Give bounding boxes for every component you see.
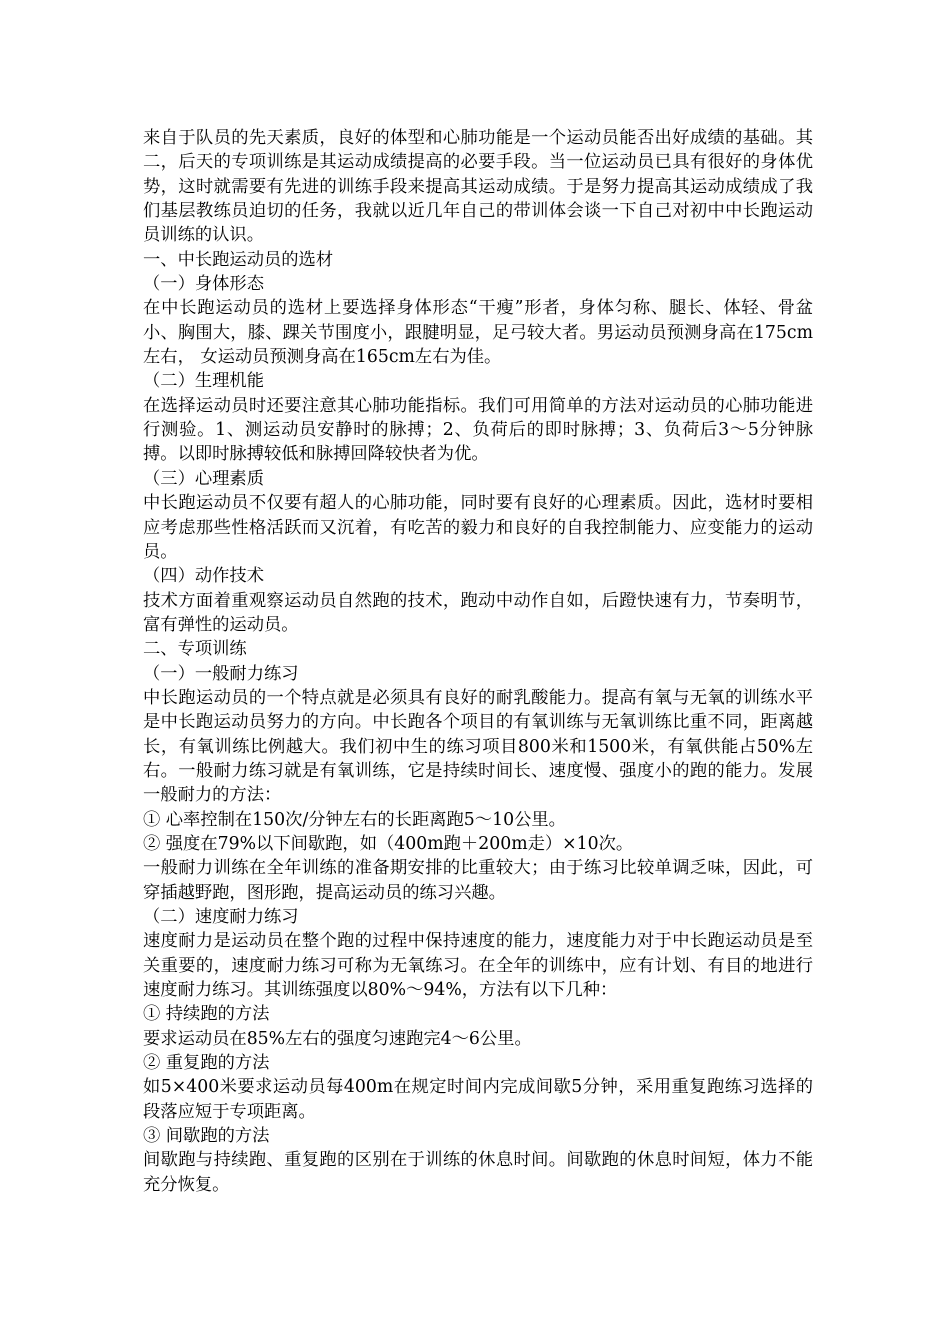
section-heading-training: 二、专项训练 xyxy=(143,639,247,660)
paragraph-general-endurance-notes: 一般耐力训练在全年训练的准备期安排的比重较大；由于练习比较单调乏味，因此，可穿插越野跑，图形跑，提高运动员的练习兴趣。 xyxy=(143,858,813,903)
paragraph-technique: 技术方面着重观察运动员自然跑的技术，跑动中动作自如，后蹬快速有力，节奏明节，富有弹性的运动员。 xyxy=(143,590,813,635)
subheading-body-shape: （一）身体形态 xyxy=(143,274,264,295)
list-item-interval-run: ③ 间歇跑的方法 xyxy=(143,1126,270,1147)
subheading-psychology: （三）心理素质 xyxy=(143,468,264,489)
intro-paragraph: 来自于队员的先天素质，良好的体型和心肺功能是一个运动员能否出好成绩的基础。其二，后天的专项训练是其运动成绩提高的必要手段。当一位运动员已具有很好的身体优势，这时就需要有先进的训练手段来提高其运动成绩。于是努力提高其运动成绩成了我们基层教练员迫切的任务，我就以近几年自己的带训体会谈一下自己对初中中长跑运动员训练的认识。 xyxy=(143,128,813,246)
subheading-general-endurance: （一）一般耐力练习 xyxy=(143,663,299,684)
document-page xyxy=(143,126,813,1197)
list-item-heart-rate: ① 心率控制在150次/分钟左右的长距离跑5～10公里。 xyxy=(143,809,566,830)
paragraph-psychology: 中长跑运动员不仅要有超人的心肺功能，同时要有良好的心理素质。因此，选材时要相应考虑那些性格活跃而又沉着，有吃苦的毅力和良好的自我控制能力、应变能力的运动员。 xyxy=(143,493,813,562)
paragraph-speed-endurance: 速度耐力是运动员在整个跑的过程中保持速度的能力，速度能力对于中长跑运动员是至关重要的，速度耐力练习可称为无氧练习。在全年的训练中，应有计划、有目的地进行速度耐力练习。其训练强度以80%～94%，方法有以下几种： xyxy=(143,931,813,1001)
paragraph-physiology: 在选择运动员时还要注意其心肺功能指标。我们可用简单的方法对运动员的心肺功能进行测验。1、测运动员安静时的脉搏；2、负荷后的即时脉搏；3、负荷后3～5分钟脉搏。以即时脉搏较低和脉搏回降较快者为优。 xyxy=(143,395,813,465)
list-item-continuous-run: ① 持续跑的方法 xyxy=(143,1004,270,1025)
subheading-technique: （四）动作技术 xyxy=(143,566,264,587)
subheading-speed-endurance: （二）速度耐力练习 xyxy=(143,907,299,927)
paragraph-body-shape: 在中长跑运动员的选材上要选择身体形态“干瘦”形者，身体匀称、腿长、体轻、骨盆小、胸围大，膝、踝关节围度小，跟腱明显，足弓较大者。男运动员预测身高在175cm左右， 女运动员预测身高在165cm左右为佳。 xyxy=(143,298,813,368)
subheading-physiology: （二）生理机能 xyxy=(143,371,264,392)
list-item-repetition-run: ② 重复跑的方法 xyxy=(143,1053,270,1074)
section-heading-selection: 一、中长跑运动员的选材 xyxy=(143,249,334,270)
line-continuous-run-detail: 要求运动员在85%左右的强度匀速跑完4～6公里。 xyxy=(143,1028,532,1049)
list-item-interval-intensity: ② 强度在79%以下间歇跑，如（400m跑＋200m走）×10次。 xyxy=(143,833,634,854)
paragraph-repetition-run: 如5×400米要求运动员每400m在规定时间内完成间歇5分钟，采用重复跑练习选择的段落应短于专项距离。 xyxy=(143,1077,813,1122)
paragraph-interval-run: 间歇跑与持续跑、重复跑的区别在于训练的休息时间。间歇跑的休息时间短，体力不能充分恢复。 xyxy=(143,1150,813,1195)
paragraph-general-endurance: 中长跑运动员的一个特点就是必须具有良好的耐乳酸能力。提高有氧与无氧的训练水平是中长跑运动员努力的方向。中长跑各个项目的有氧训练与无氧训练比重不同，距离越长，有氧训练比例越大。我们初中生的练习项目800米和1500米，有氧供能占50%左右。一般耐力练习就是有氧训练，它是持续时间长、速度慢、强度小的跑的能力。发展一般耐力的方法： xyxy=(143,687,813,806)
